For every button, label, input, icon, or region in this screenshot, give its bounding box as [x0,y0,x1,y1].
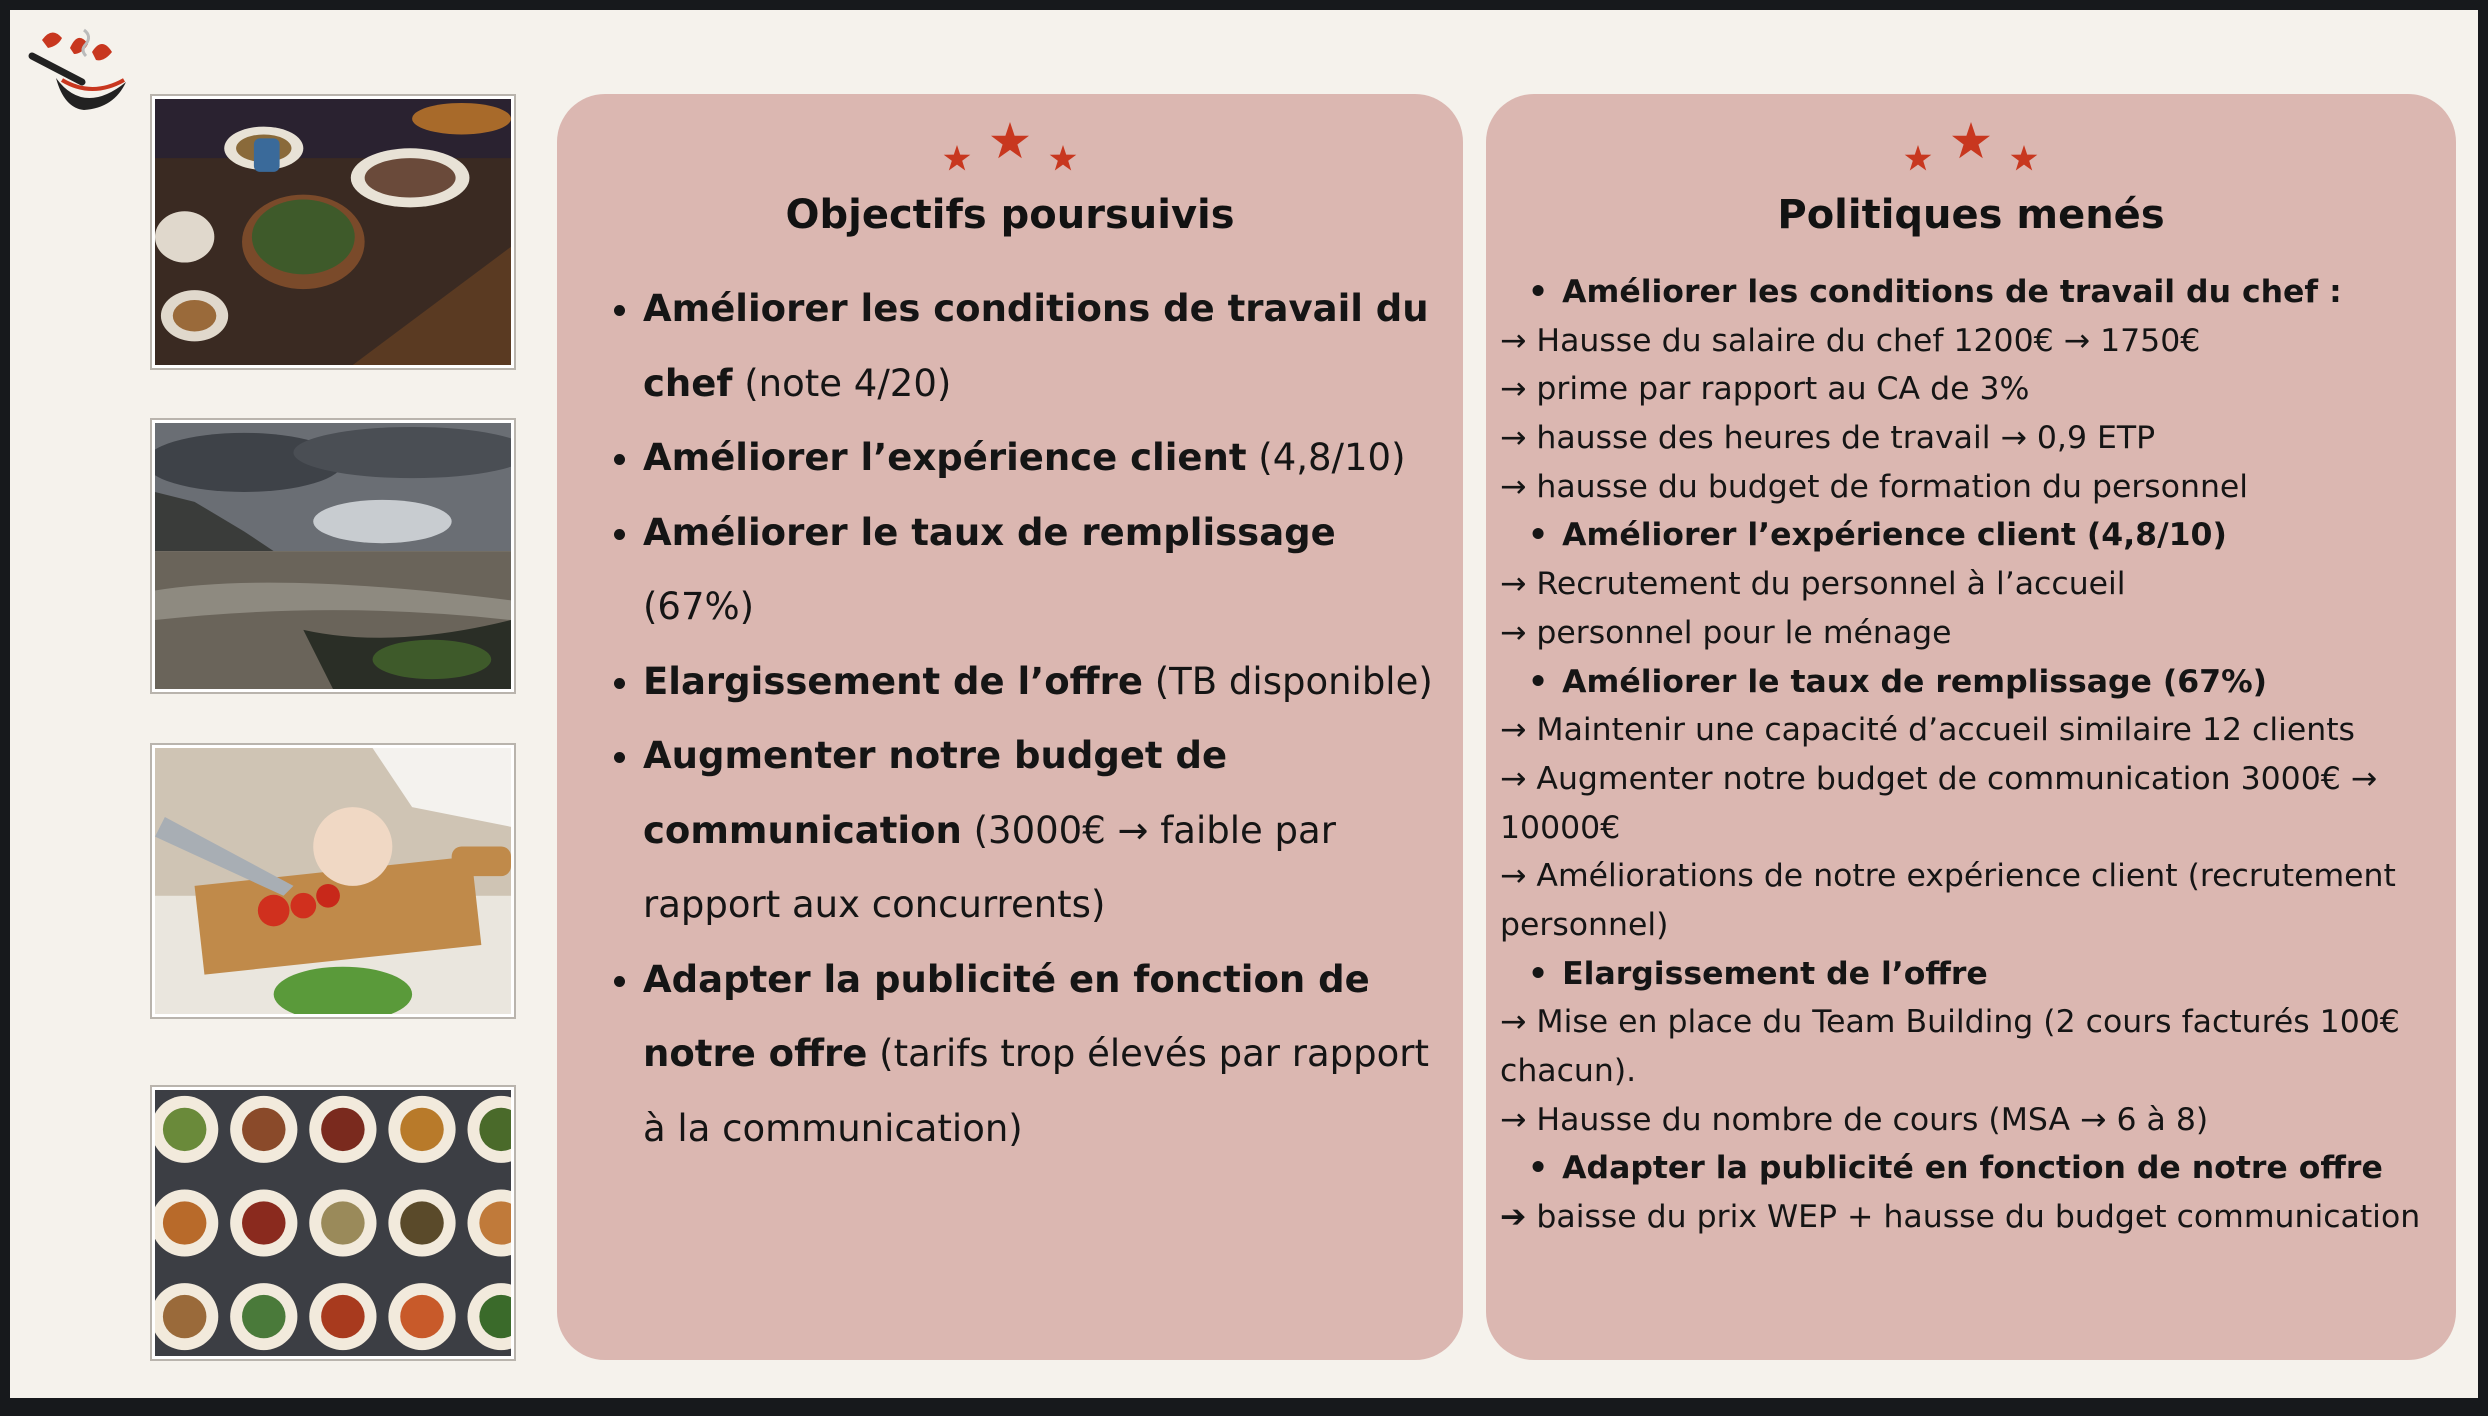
three-stars-icon [935,120,1085,186]
objectifs-list [603,272,1441,1166]
politiques-panel [1486,94,2456,1360]
list-item: • Améliorer l’expérience client (4,8/10) [1500,511,2456,560]
list-item: → Hausse du salaire du chef 1200€ → 1750€ [1500,322,2201,359]
list-item: → hausse du budget de formation du personnel [1500,468,2249,505]
list-item: chacun). [1500,1053,1637,1089]
list-item: → prime par rapport au CA de 3% [1500,371,2030,408]
list-item: personnel) [1500,906,1669,943]
list-item: • Adapter la publicité en fonction de notre offre [1500,1144,2456,1193]
stormy-beach-photo [150,418,516,694]
dishes-grid-photo [150,1085,516,1361]
list-item: • Améliorer les conditions de travail du chef : [1500,268,2456,317]
list-item: 10000€ [1500,809,1621,846]
list-item: • Améliorer les conditions de travail du chef (note 4/20) [643,272,1441,421]
list-item: • Améliorer le taux de remplissage (67%) [1500,658,2456,707]
list-item: ➔ baisse du prix WEP + hausse du budget communication [1500,1199,2421,1236]
list-item: → personnel pour le ménage [1500,614,1952,651]
list-item: → Améliorations de notre expérience client (recrutement [1500,858,2396,895]
list-item: → Maintenir une capacité d’accueil similaire 12 clients [1500,712,2355,749]
objectifs-panel [557,94,1463,1360]
politiques-title: Politiques menés [1777,192,2165,238]
list-item: → Mise en place du Team Building (2 cours facturés 100€ [1500,1004,2400,1041]
chopping-tomatoes-photo [150,743,516,1019]
wok-flame-icon [22,22,134,122]
list-item: → Augmenter notre budget de communication 3000€ → [1500,760,2378,797]
list-item: • Améliorer l’expérience client (4,8/10) [643,421,1441,496]
list-item: → hausse des heures de travail → 0,9 ETP [1500,420,2156,457]
list-item: • Adapter la publicité en fonction de notre offre (tarifs trop élevés par rapport à la communication) [643,943,1441,1167]
slide [10,10,2478,1398]
objectifs-title: Objectifs poursuivis [785,192,1235,238]
list-item: • Améliorer le taux de remplissage (67%) [643,496,1441,645]
list-item: → Hausse du nombre de cours (MSA → 6 à 8) [1500,1101,2209,1138]
list-item: • Elargissement de l’offre [1500,950,2456,999]
food-table-photo [150,94,516,370]
list-item: • Augmenter notre budget de communication (3000€ → faible par rapport aux concurrents) [643,719,1441,943]
list-item: • Elargissement de l’offre (TB disponible) [643,645,1441,720]
politiques-list [1500,268,2456,1242]
list-item: → Recrutement du personnel à l’accueil [1500,566,2126,603]
three-stars-icon [1896,120,2046,186]
